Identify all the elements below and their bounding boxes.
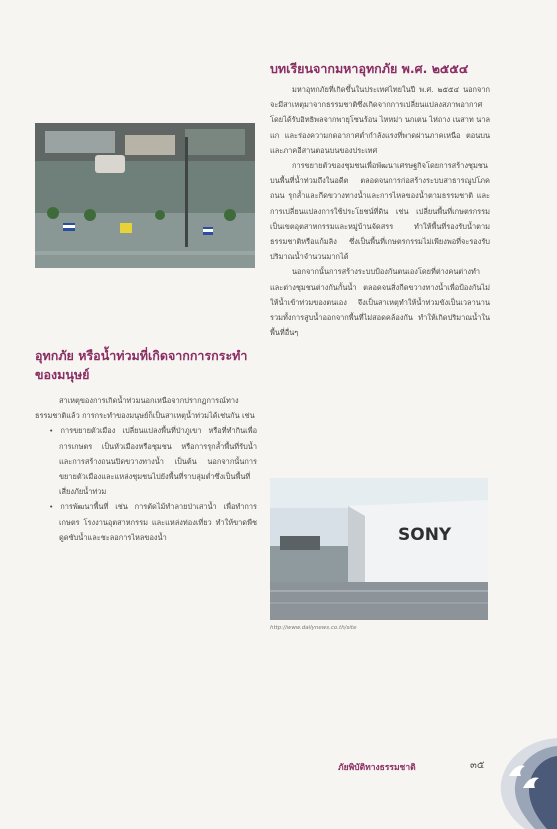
page-number: ๓๕ bbox=[470, 760, 485, 771]
right-paragraph-1: มหาอุทกภัยที่เกิดขึ้นในประเทศไทยในปี พ.ศ. ๒๕๕๔ นอกจากจะมีสาเหตุมาจากธรรมชาติซึ่งเกิดจากการเปลี่ยนแปลงสภาพอากาศ โดยได้รับอิทธิพลจากพายุโซนร้อน ไหหม่า นกเตน ไห่ถาง เนสาท นาลแก และร่องความกดอากาศต่ำกำลังแรงที่พาดผ่านภาคเหนือ ตอนบนและภาคอีสานตอนบนของประเทศ bbox=[270, 85, 490, 155]
wave-decoration-icon bbox=[487, 728, 557, 829]
left-intro-paragraph: สาเหตุของการเกิดน้ำท่วมนอกเหนือจากปรากฏการณ์ทางธรรมชาติแล้ว การกระทำของมนุษย์ก็เป็นสาเหตุน้ำท่วมได้เช่นกัน เช่น bbox=[35, 396, 255, 421]
flooded-factory-photo bbox=[270, 478, 488, 620]
right-section-heading: บทเรียนจากมหาอุทกภัย พ.ศ. ๒๕๕๔ bbox=[270, 61, 469, 76]
left-bullet-1: • การขยายตัวเมือง เปลี่ยนแปลงพื้นที่ป่าภูเขา หรือที่ทำกินเพื่อการเกษตร เป็นหัวเมืองหรือชุมชน หรือการรุกล้ำพื้นที่รับน้ำ และการสร้างถนนปิดขวางทางน้ำ เป็นต้น นอกจากนั้นการขยายตัวเมืองและแหล่งชุมชนไปยังพื้นที่ราบลุ่มต่ำซึ่งเป็นพื้นที่เสี่ยงภัยน้ำท่วม bbox=[49, 426, 258, 497]
right-paragraph-3: นอกจากนั้นการสร้างระบบป้องกันตนเองโดยที่ต่างคนต่างทำและต่างชุมชนต่างกันกั้นน้ำ ตลอดจนสิ่งกีดขวางทางน้ำเพื่อป้องกันไม่ให้น้ำเข้าท่วมของตนเอง จึงเป็นสาเหตุทำให้น้ำท่วมขังเป็นเวลานาน รวมทั้งการสูบน้ำออกจากพื้นที่ไม่สอดคล้องกัน ทำให้เกิดปริมาณน้ำในพื้นที่อื่นๆ bbox=[270, 267, 490, 338]
footer-title: ภัยพิบัติทางธรรมชาติ bbox=[338, 763, 416, 773]
right-paragraph-2: การขยายตัวของชุมชนเพื่อพัฒนาเศรษฐกิจโดยการสร้างชุมชนบนพื้นที่น้ำท่วมถึงในอดีต ตลอดจนการก่อสร้างระบบสาธารณูปโภค ถนน รุกล้ำและกีดขวางทางน้ำและการไหลของน้ำตามธรรมชาติ และการเปลี่ยนแปลงการใช้ประโยชน์ที่ดิน เช่น เปลี่ยนพื้นที่เกษตรกรรมเป็นเขตอุตสาหกรรมและหมู่บ้านจัดสรร ทำให้พื้นที่รองรับน้ำตามธรรมชาติหรือแก้มลิง ซึ่งเป็นพื้นที่เกษตรกรรมไม่เพียงพอที่จะรองรับปริมาณน้ำจำนวนมากได้ bbox=[270, 161, 490, 262]
left-bullet-2: • การพัฒนาพื้นที่ เช่น การตัดไม้ทำลายป่าเสาน้ำ เพื่อทำการเกษตร โรงงานอุตสาหกรรม และแหล่งท่องเที่ยว ทำให้ขาดพืชดูดซับน้ำและชะลอการไหลของน้ำ bbox=[49, 502, 257, 542]
sony-sign-text: SONY bbox=[398, 525, 452, 545]
left-bullet-1-text: การขยายตัวเมือง เปลี่ยนแปลงพื้นที่ป่าภูเขา หรือที่ทำกินเพื่อการเกษตร เป็นหัวเมืองหรือชุมชน หรือการรุกล้ำพื้นที่รับน้ำ และการสร้างถนนปิดขวางทางน้ำ เป็นต้น นอกจากนั้นการขยายตัวเมืองและแหล่งชุมชนไปยังพื้นที่ราบลุ่มต่ำซึ่งเป็นพื้นที่เสี่ยงภัยน้ำท่วม bbox=[59, 426, 258, 497]
right-section-body bbox=[270, 82, 490, 340]
left-section-heading: อุทกภัย หรือน้ำท่วมที่เกิดจากการกระทำของมนุษย์ bbox=[35, 348, 248, 382]
left-section-body bbox=[35, 393, 257, 545]
photo-caption: http://www.dailynews.co.th/site bbox=[270, 625, 357, 631]
left-bullet-2-text: การพัฒนาพื้นที่ เช่น การตัดไม้ทำลายป่าเสาน้ำ เพื่อทำการเกษตร โรงงานอุตสาหกรรม และแหล่งท่องเที่ยว ทำให้ขาดพืชดูดซับน้ำและชะลอการไหลของน้ำ bbox=[59, 502, 257, 542]
flood-street-photo bbox=[35, 123, 255, 268]
